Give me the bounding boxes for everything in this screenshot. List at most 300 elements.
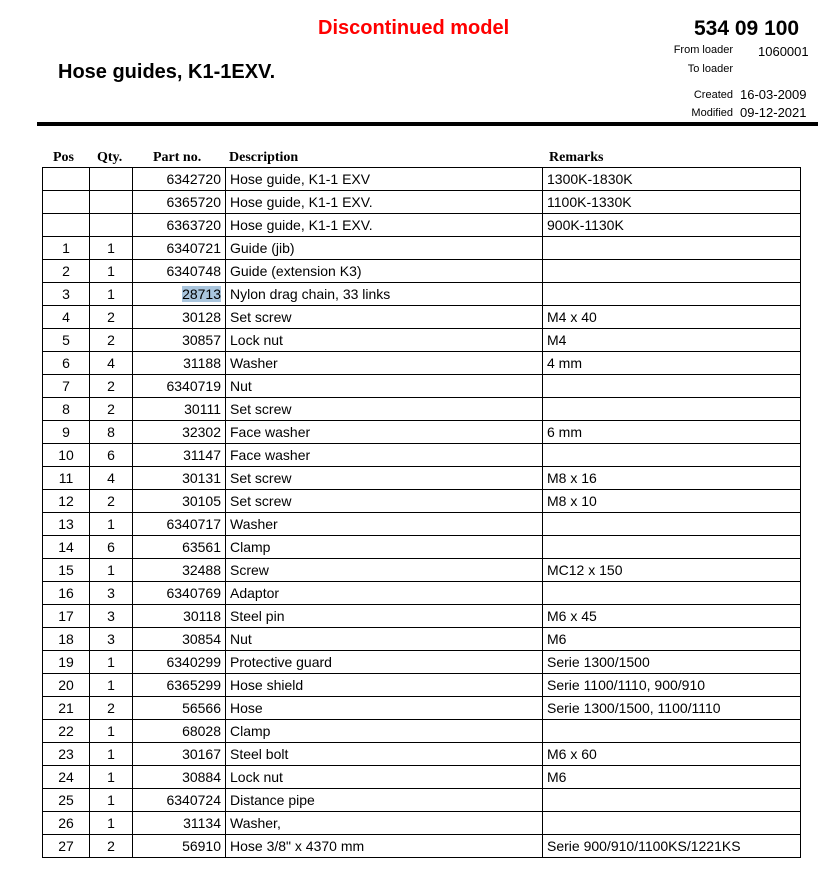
- pos-cell: [43, 444, 90, 467]
- remarks-cell: [543, 674, 801, 697]
- qty-text: 3: [107, 631, 115, 647]
- remarks-cell: [543, 605, 801, 628]
- part-number-text: 30167: [182, 746, 221, 762]
- remarks-text: M6: [547, 631, 567, 647]
- pos-cell: [43, 467, 90, 490]
- part-number-text: 31147: [183, 447, 221, 463]
- qty-text: 1: [107, 792, 115, 808]
- pos-cell: [43, 789, 90, 812]
- header-rule: [37, 122, 818, 126]
- qty-text: 4: [107, 470, 115, 486]
- qty-cell: [90, 674, 133, 697]
- part-number-cell: [133, 766, 226, 789]
- part-number-cell: [133, 651, 226, 674]
- part-number-cell: [133, 421, 226, 444]
- pos-cell: [43, 697, 90, 720]
- qty-cell: [90, 398, 133, 421]
- description-cell: [226, 352, 543, 375]
- part-number-text: 6365299: [166, 677, 221, 693]
- remarks-text: 4 mm: [547, 355, 582, 371]
- description-text: Protective guard: [230, 654, 332, 670]
- status-banner: Discontinued model: [318, 17, 510, 39]
- pos-cell: [43, 421, 90, 444]
- part-number-cell: [133, 306, 226, 329]
- remarks-text: Serie 900/910/1100KS/1221KS: [547, 838, 741, 854]
- description-text: Washer,: [230, 815, 281, 831]
- remarks-cell: [543, 743, 801, 766]
- qty-cell: [90, 306, 133, 329]
- part-number-cell: [133, 490, 226, 513]
- part-number-cell: [133, 559, 226, 582]
- description-text: Distance pipe: [230, 792, 315, 808]
- description-text: Hose 3/8" x 4370 mm: [230, 838, 365, 854]
- table-row: [43, 467, 801, 490]
- remarks-text: Serie 1300/1500, 1100/1110: [547, 700, 721, 716]
- part-number-text: 30105: [182, 493, 221, 509]
- remarks-cell: [543, 697, 801, 720]
- part-number-text: 30111: [184, 401, 221, 417]
- pos-text: 2: [62, 263, 70, 279]
- pos-text: 16: [58, 585, 74, 601]
- qty-text: 2: [107, 700, 115, 716]
- part-number-cell: [133, 375, 226, 398]
- qty-cell: [90, 835, 133, 858]
- column-header-qty: Qty.: [97, 150, 123, 165]
- description-text: Set screw: [230, 309, 292, 325]
- remarks-cell: [543, 582, 801, 605]
- part-number-text: 30131: [182, 470, 221, 486]
- table-row: [43, 398, 801, 421]
- pos-text: 20: [58, 677, 74, 693]
- pos-text: 21: [58, 700, 74, 716]
- remarks-cell: [543, 490, 801, 513]
- qty-cell: [90, 536, 133, 559]
- description-cell: [226, 375, 543, 398]
- qty-cell: [90, 766, 133, 789]
- qty-cell: [90, 421, 133, 444]
- table-row: [43, 674, 801, 697]
- part-number-cell: [133, 605, 226, 628]
- description-cell: [226, 329, 543, 352]
- pos-cell: [43, 559, 90, 582]
- qty-cell: [90, 375, 133, 398]
- pos-text: 26: [58, 815, 74, 831]
- pos-cell: [43, 237, 90, 260]
- description-text: Screw: [230, 562, 269, 578]
- from-loader-value: 1060001: [758, 44, 809, 59]
- remarks-cell: [543, 329, 801, 352]
- part-number-text: 6342720: [166, 171, 221, 187]
- qty-text: 1: [107, 240, 115, 256]
- remarks-cell: [543, 720, 801, 743]
- pos-text: 1: [62, 240, 70, 256]
- description-cell: [226, 398, 543, 421]
- table-row: [43, 651, 801, 674]
- qty-cell: [90, 237, 133, 260]
- pos-cell: [43, 375, 90, 398]
- part-number-text: 6340769: [166, 585, 221, 601]
- pos-text: 9: [62, 424, 70, 440]
- pos-text: 13: [58, 516, 74, 532]
- table-row: [43, 237, 801, 260]
- description-text: Clamp: [230, 539, 271, 555]
- description-cell: [226, 835, 543, 858]
- table-row: [43, 605, 801, 628]
- part-number-text: 30128: [182, 309, 221, 325]
- remarks-cell: [543, 467, 801, 490]
- part-number-text: 32488: [182, 562, 221, 578]
- qty-cell: [90, 789, 133, 812]
- pos-cell: [43, 812, 90, 835]
- column-header-pos: Pos: [53, 150, 74, 165]
- description-cell: [226, 651, 543, 674]
- qty-text: 2: [107, 309, 115, 325]
- description-text: Adaptor: [230, 585, 280, 601]
- remarks-text: MC12 x 150: [547, 562, 623, 578]
- remarks-text: Serie 1100/1110, 900/910: [547, 677, 706, 693]
- pos-cell: [43, 283, 90, 306]
- description-text: Washer: [230, 355, 278, 371]
- pos-text: 12: [58, 493, 74, 509]
- qty-cell: [90, 168, 133, 191]
- qty-text: 1: [107, 516, 115, 532]
- description-text: Set screw: [230, 470, 292, 486]
- description-text: Steel pin: [230, 608, 285, 624]
- table-row: [43, 789, 801, 812]
- part-number-cell: [133, 237, 226, 260]
- part-number-text: 6340748: [166, 263, 221, 279]
- description-cell: [226, 559, 543, 582]
- pos-cell: [43, 651, 90, 674]
- table-row: [43, 628, 801, 651]
- description-text: Washer: [230, 516, 278, 532]
- remarks-cell: [543, 260, 801, 283]
- part-number-text: 56566: [182, 700, 221, 716]
- pos-text: 10: [58, 447, 74, 463]
- part-number-cell: [133, 214, 226, 237]
- remarks-cell: [543, 812, 801, 835]
- pos-text: 14: [58, 539, 74, 555]
- pos-cell: [43, 352, 90, 375]
- qty-cell: [90, 812, 133, 835]
- part-number-text: 6340721: [166, 240, 221, 256]
- description-cell: [226, 421, 543, 444]
- part-number-cell: [133, 352, 226, 375]
- qty-text: 6: [107, 539, 115, 555]
- qty-cell: [90, 283, 133, 306]
- part-number-text: 30118: [183, 608, 221, 624]
- qty-cell: [90, 490, 133, 513]
- qty-cell: [90, 628, 133, 651]
- qty-cell: [90, 720, 133, 743]
- table-row: [43, 352, 801, 375]
- part-number-cell: [133, 283, 226, 306]
- part-number-text: 30854: [182, 631, 221, 647]
- pos-cell: [43, 191, 90, 214]
- pos-text: 22: [58, 723, 74, 739]
- part-number-text: 32302: [182, 424, 221, 440]
- qty-text: 1: [107, 654, 115, 670]
- part-number-cell: [133, 536, 226, 559]
- qty-text: 2: [107, 378, 115, 394]
- modified-label: Modified: [691, 107, 733, 119]
- part-number-text: 6365720: [166, 194, 221, 210]
- qty-cell: [90, 582, 133, 605]
- remarks-cell: [543, 237, 801, 260]
- part-number-text: 31134: [183, 815, 221, 831]
- description-cell: [226, 260, 543, 283]
- description-cell: [226, 536, 543, 559]
- description-text: Face washer: [230, 424, 311, 440]
- remarks-text: M8 x 16: [547, 470, 597, 486]
- part-number-cell: [133, 260, 226, 283]
- description-cell: [226, 490, 543, 513]
- table-row: [43, 697, 801, 720]
- table-row: [43, 260, 801, 283]
- description-text: Nut: [230, 631, 252, 647]
- remarks-cell: [543, 513, 801, 536]
- pos-cell: [43, 674, 90, 697]
- remarks-text: 6 mm: [547, 424, 582, 440]
- column-header-part: Part no.: [153, 150, 202, 165]
- qty-text: 2: [107, 838, 115, 854]
- pos-cell: [43, 398, 90, 421]
- description-text: Hose: [230, 700, 263, 716]
- description-text: Hose guide, K1-1 EXV.: [230, 217, 373, 233]
- table-row: [43, 720, 801, 743]
- table-row: [43, 329, 801, 352]
- remarks-cell: [543, 375, 801, 398]
- table-row: [43, 835, 801, 858]
- qty-cell: [90, 605, 133, 628]
- description-cell: [226, 283, 543, 306]
- table-row: [43, 421, 801, 444]
- remarks-text: M8 x 10: [547, 493, 597, 509]
- part-number-cell: [133, 513, 226, 536]
- remarks-text: M4: [547, 332, 567, 348]
- part-number-cell: [133, 582, 226, 605]
- description-text: Set screw: [230, 401, 292, 417]
- pos-text: 19: [58, 654, 74, 670]
- remarks-cell: [543, 191, 801, 214]
- pos-cell: [43, 260, 90, 283]
- part-number-cell: [133, 697, 226, 720]
- qty-text: 8: [107, 424, 115, 440]
- to-loader-label: To loader: [687, 63, 733, 75]
- part-number-text: 68028: [182, 723, 221, 739]
- page-title: Hose guides, K1-1EXV.: [58, 61, 276, 83]
- part-number-text: 28713: [182, 286, 221, 302]
- modified-value: 09-12-2021: [740, 105, 807, 120]
- pos-text: 24: [58, 769, 74, 785]
- qty-cell: [90, 697, 133, 720]
- qty-text: 6: [107, 447, 115, 463]
- column-header-description: Description: [229, 150, 299, 165]
- description-cell: [226, 743, 543, 766]
- remarks-text: Serie 1300/1500: [547, 654, 650, 670]
- description-cell: [226, 444, 543, 467]
- qty-text: 1: [107, 677, 115, 693]
- part-number-text: 6340724: [166, 792, 221, 808]
- part-number-text: 6340717: [166, 516, 221, 532]
- pos-text: 6: [62, 355, 70, 371]
- created-label: Created: [693, 89, 733, 101]
- qty-text: 1: [107, 723, 115, 739]
- remarks-cell: [543, 559, 801, 582]
- pos-text: 18: [58, 631, 74, 647]
- table-row: [43, 444, 801, 467]
- pos-text: 27: [58, 838, 74, 854]
- table-row: [43, 536, 801, 559]
- pos-cell: [43, 214, 90, 237]
- qty-text: 1: [107, 263, 115, 279]
- qty-text: 1: [107, 286, 115, 302]
- table-row: [43, 490, 801, 513]
- table-row: [43, 766, 801, 789]
- description-text: Hose shield: [230, 677, 304, 693]
- qty-cell: [90, 260, 133, 283]
- pos-text: 23: [58, 746, 74, 762]
- qty-text: 4: [107, 355, 115, 371]
- qty-text: 3: [107, 608, 115, 624]
- table-row: [43, 306, 801, 329]
- pos-text: 17: [58, 608, 74, 624]
- part-number-text: 63561: [182, 539, 221, 555]
- part-number-cell: [133, 812, 226, 835]
- description-cell: [226, 812, 543, 835]
- part-number-text: 6363720: [166, 217, 221, 233]
- qty-cell: [90, 444, 133, 467]
- description-text: Steel bolt: [230, 746, 289, 762]
- description-text: Nylon drag chain, 33 links: [230, 286, 391, 302]
- table-row: [43, 375, 801, 398]
- description-cell: [226, 582, 543, 605]
- qty-cell: [90, 467, 133, 490]
- qty-cell: [90, 513, 133, 536]
- qty-text: 1: [107, 562, 115, 578]
- qty-cell: [90, 329, 133, 352]
- remarks-cell: [543, 536, 801, 559]
- pos-text: 5: [62, 332, 70, 348]
- description-text: Guide (extension K3): [230, 263, 362, 279]
- description-text: Lock nut: [230, 769, 283, 785]
- description-text: Guide (jib): [230, 240, 295, 256]
- remarks-cell: [543, 651, 801, 674]
- part-number-cell: [133, 191, 226, 214]
- remarks-text: M6 x 60: [547, 746, 597, 762]
- table-row: [43, 812, 801, 835]
- remarks-cell: [543, 168, 801, 191]
- pos-cell: [43, 582, 90, 605]
- created-value: 16-03-2009: [740, 87, 807, 102]
- description-cell: [226, 214, 543, 237]
- column-header-remarks: Remarks: [549, 150, 604, 165]
- pos-cell: [43, 513, 90, 536]
- qty-cell: [90, 743, 133, 766]
- table-row: [43, 582, 801, 605]
- description-cell: [226, 467, 543, 490]
- description-text: Face washer: [230, 447, 311, 463]
- remarks-cell: [543, 398, 801, 421]
- description-cell: [226, 237, 543, 260]
- description-cell: [226, 191, 543, 214]
- pos-cell: [43, 835, 90, 858]
- qty-text: 2: [107, 401, 115, 417]
- remarks-cell: [543, 283, 801, 306]
- part-number-cell: [133, 743, 226, 766]
- qty-text: 1: [107, 746, 115, 762]
- qty-text: 1: [107, 769, 115, 785]
- pos-text: 4: [62, 309, 70, 325]
- part-number-text: 6340719: [166, 378, 221, 394]
- pos-cell: [43, 628, 90, 651]
- pos-cell: [43, 329, 90, 352]
- parts-table: [42, 167, 801, 858]
- remarks-cell: [543, 444, 801, 467]
- description-cell: [226, 720, 543, 743]
- description-text: Lock nut: [230, 332, 283, 348]
- qty-cell: [90, 214, 133, 237]
- table-row: [43, 743, 801, 766]
- part-number-cell: [133, 467, 226, 490]
- pos-cell: [43, 720, 90, 743]
- pos-cell: [43, 536, 90, 559]
- part-number-cell: [133, 329, 226, 352]
- part-number-cell: [133, 398, 226, 421]
- part-number-text: 30884: [182, 769, 221, 785]
- remarks-text: 1300K-1830K: [547, 171, 633, 187]
- qty-cell: [90, 191, 133, 214]
- remarks-text: M4 x 40: [547, 309, 597, 325]
- part-number-cell: [133, 720, 226, 743]
- description-cell: [226, 628, 543, 651]
- part-number-cell: [133, 789, 226, 812]
- part-number-text: 31188: [183, 355, 221, 371]
- part-number-cell: [133, 674, 226, 697]
- pos-text: 3: [62, 286, 70, 302]
- description-text: Hose guide, K1-1 EXV.: [230, 194, 373, 210]
- description-cell: [226, 168, 543, 191]
- description-text: Nut: [230, 378, 252, 394]
- part-number-text: 30857: [182, 332, 221, 348]
- pos-text: 15: [58, 562, 74, 578]
- description-cell: [226, 513, 543, 536]
- document-number: 534 09 100: [694, 17, 800, 40]
- remarks-cell: [543, 421, 801, 444]
- pos-cell: [43, 743, 90, 766]
- remarks-cell: [543, 835, 801, 858]
- pos-cell: [43, 490, 90, 513]
- pos-text: 11: [58, 470, 74, 486]
- remarks-text: M6 x 45: [547, 608, 597, 624]
- qty-cell: [90, 559, 133, 582]
- part-number-cell: [133, 444, 226, 467]
- pos-cell: [43, 306, 90, 329]
- description-text: Hose guide, K1-1 EXV: [230, 171, 371, 187]
- table-row: [43, 513, 801, 536]
- part-number-cell: [133, 835, 226, 858]
- qty-cell: [90, 352, 133, 375]
- qty-cell: [90, 651, 133, 674]
- remarks-text: 900K-1130K: [547, 217, 624, 233]
- qty-text: 2: [107, 332, 115, 348]
- qty-text: 3: [107, 585, 115, 601]
- remarks-cell: [543, 628, 801, 651]
- pos-cell: [43, 766, 90, 789]
- part-number-cell: [133, 628, 226, 651]
- description-cell: [226, 674, 543, 697]
- pos-text: 8: [62, 401, 70, 417]
